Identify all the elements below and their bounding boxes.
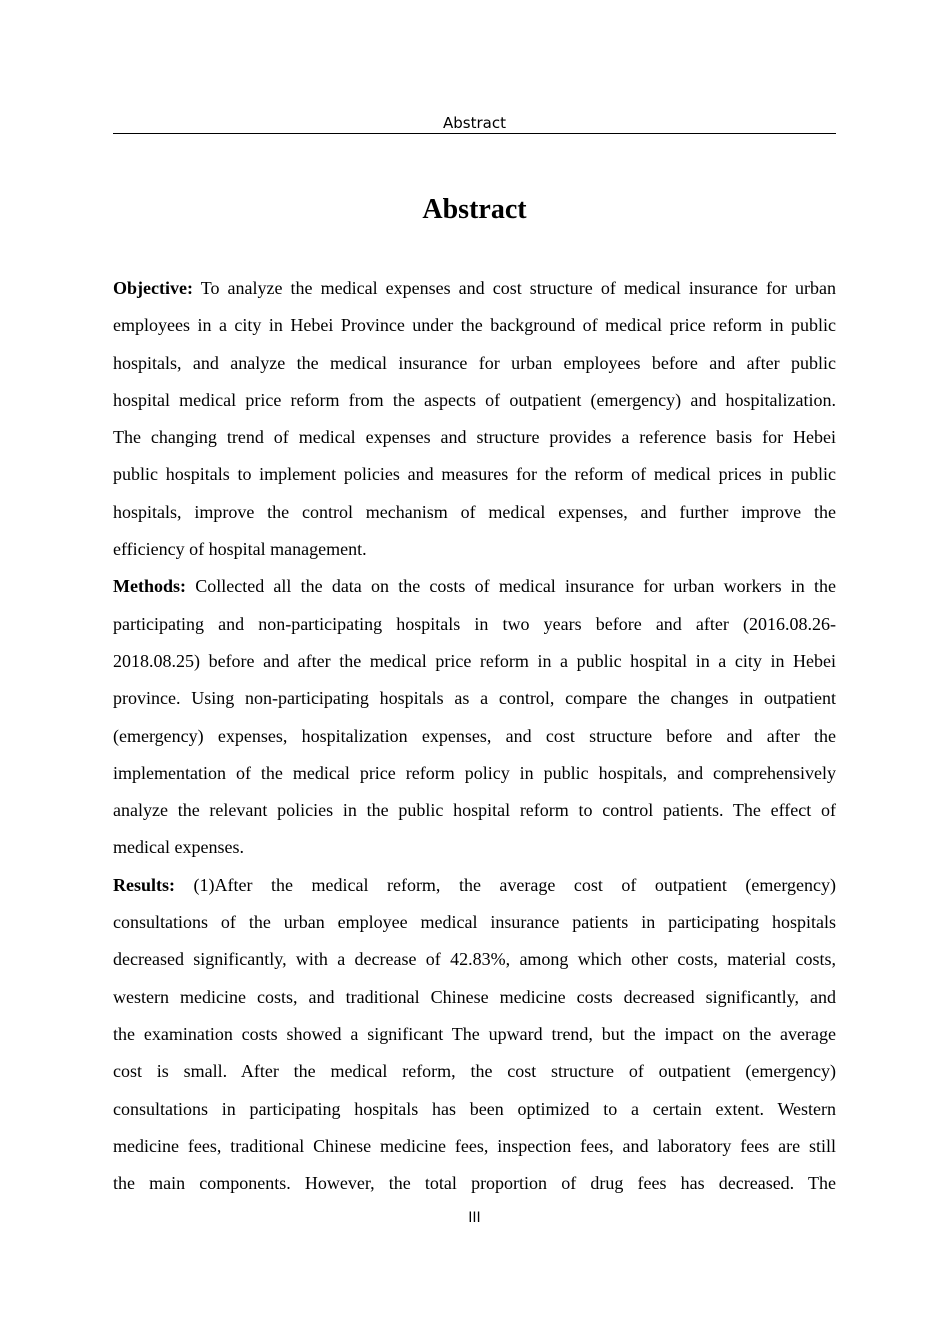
paragraph-results xyxy=(113,867,836,1203)
line-text: Collected all the data on the costs of medical insurance for urban workers in the xyxy=(195,576,836,597)
line-text: hospital medical price reform from the aspects of outpatient (emergency) and hospitalization. xyxy=(113,389,836,410)
text-line xyxy=(113,270,836,307)
line-text: employees in a city in Hebei Province under the background of medical price reform in public xyxy=(113,315,836,336)
line-text: (emergency) expenses, hospitalization expenses, and cost structure before and after the xyxy=(113,725,836,746)
text-line xyxy=(113,680,836,717)
text-line xyxy=(113,755,836,792)
text-line xyxy=(113,456,836,493)
text-line xyxy=(113,531,836,568)
page-title: Abstract xyxy=(422,194,527,225)
text-line xyxy=(113,1165,836,1202)
text-line xyxy=(113,1091,836,1128)
text-line xyxy=(113,307,836,344)
line-text: the examination costs showed a significant The upward trend, but the impact on the average xyxy=(113,1023,836,1044)
text-line xyxy=(113,494,836,531)
text-line xyxy=(113,1053,836,1090)
text-line xyxy=(113,867,836,904)
line-text: medicine fees, traditional Chinese medicine fees, inspection fees, and laboratory fees are still xyxy=(113,1135,836,1156)
abstract-body xyxy=(113,270,836,1202)
line-text: participating and non-participating hospitals in two years before and after (2016.08.26- xyxy=(113,613,836,634)
line-text: To analyze the medical expenses and cost structure of medical insurance for urban xyxy=(200,278,836,298)
line-text: medical expenses. xyxy=(113,837,244,858)
line-text: efficiency of hospital management. xyxy=(113,539,367,560)
page-number: III xyxy=(468,1210,481,1226)
text-line xyxy=(113,1128,836,1165)
text-line xyxy=(113,718,836,755)
section-label: Results: xyxy=(113,874,175,895)
line-text: consultations of the urban employee medical insurance patients in participating hospitals xyxy=(113,912,836,933)
line-text: decreased significantly, with a decrease of 42.83%, among which other costs, material costs, xyxy=(113,949,836,970)
line-text: implementation of the medical price reform policy in public hospitals, and comprehensively xyxy=(113,762,836,783)
text-line xyxy=(113,1016,836,1053)
line-text: public hospitals to implement policies and measures for the reform of medical prices in public xyxy=(113,464,836,485)
line-text: the main components. However, the total proportion of drug fees has decreased. The xyxy=(113,1173,836,1194)
text-line xyxy=(113,904,836,941)
text-line xyxy=(113,382,836,419)
line-text: The changing trend of medical expenses and structure provides a reference basis for Hebei xyxy=(113,427,836,448)
text-line xyxy=(113,792,836,829)
line-text: cost is small. After the medical reform, the cost structure of outpatient (emergency) xyxy=(113,1061,836,1082)
text-line xyxy=(113,643,836,680)
text-line xyxy=(113,829,836,866)
line-text: 2018.08.25) before and after the medical price reform in a public hospital in a city in Hebei xyxy=(113,650,836,671)
line-text: province. Using non-participating hospitals as a control, compare the changes in outpatient xyxy=(113,688,836,709)
text-line xyxy=(113,606,836,643)
section-label: Objective: xyxy=(113,278,193,298)
text-line xyxy=(113,941,836,978)
text-line xyxy=(113,568,836,605)
line-text: hospitals, improve the control mechanism of medical expenses, and further improve the xyxy=(113,501,836,522)
line-text: analyze the relevant policies in the public hospital reform to control patients. The effect of xyxy=(113,800,836,821)
text-line xyxy=(113,419,836,456)
text-line xyxy=(113,345,836,382)
line-text: hospitals, and analyze the medical insurance for urban employees before and after public xyxy=(113,352,836,373)
header-rule xyxy=(113,133,836,134)
line-text: (1)After the medical reform, the average cost of outpatient (emergency) xyxy=(193,874,836,895)
paragraph-methods xyxy=(113,568,836,866)
line-text: consultations in participating hospitals has been optimized to a certain extent. Western xyxy=(113,1098,836,1119)
text-line xyxy=(113,979,836,1016)
paragraph-objective xyxy=(113,270,836,568)
line-text: western medicine costs, and traditional Chinese medicine costs decreased significantly, and xyxy=(113,986,836,1007)
section-label: Methods: xyxy=(113,576,186,597)
running-header: Abstract xyxy=(443,114,506,132)
